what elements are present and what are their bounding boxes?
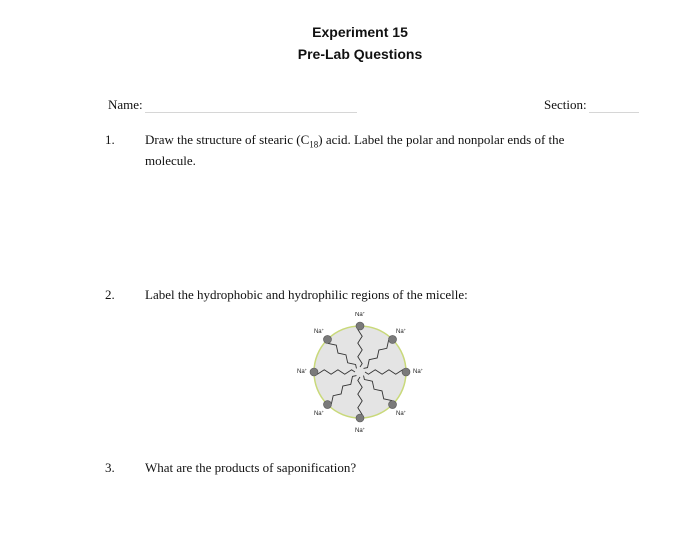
sodium-ion-label: Na+: [412, 367, 424, 375]
micelle-diagram: [280, 312, 440, 437]
polar-head: [389, 335, 397, 343]
question-1-text-end: ) acid. Label the polar and nonpolar ends of the molecule.: [145, 132, 565, 168]
section-blank[interactable]: [589, 98, 639, 113]
name-label: Name:: [108, 97, 143, 112]
polar-head: [310, 368, 318, 376]
sodium-ion-label: Na+: [296, 367, 308, 375]
sodium-ion-label: Na+: [396, 409, 407, 418]
question-1-text: [145, 132, 605, 169]
sodium-ion-label: Na+: [354, 312, 366, 318]
sodium-ion-label: Na+: [396, 326, 407, 335]
question-2-number: 2.: [105, 287, 115, 302]
name-field-row: [108, 97, 357, 113]
question-3-number: 3.: [105, 460, 115, 475]
section-field-row: [544, 97, 639, 113]
polar-head: [356, 414, 364, 422]
question-1-number: 1.: [105, 132, 115, 147]
question-2-text: Label the hydrophobic and hydrophilic regions of the micelle:: [145, 287, 468, 302]
polar-head: [323, 335, 331, 343]
sodium-ion-label: Na+: [313, 326, 324, 335]
question-1-text-start: Draw the structure of stearic (C: [145, 132, 310, 147]
page-title: Experiment 15: [312, 24, 408, 40]
question-1-subscript: 18: [309, 139, 319, 150]
question-3-text: What are the products of saponification?: [145, 460, 357, 475]
page-subtitle: Pre-Lab Questions: [297, 46, 423, 62]
sodium-ion-label: Na+: [313, 409, 324, 418]
polar-head: [402, 368, 410, 376]
polar-head: [389, 401, 397, 409]
polar-head: [356, 322, 364, 330]
sodium-ion-label: Na+: [354, 426, 366, 434]
section-label: Section:: [544, 97, 587, 112]
polar-head: [323, 401, 331, 409]
name-blank[interactable]: [145, 98, 357, 113]
